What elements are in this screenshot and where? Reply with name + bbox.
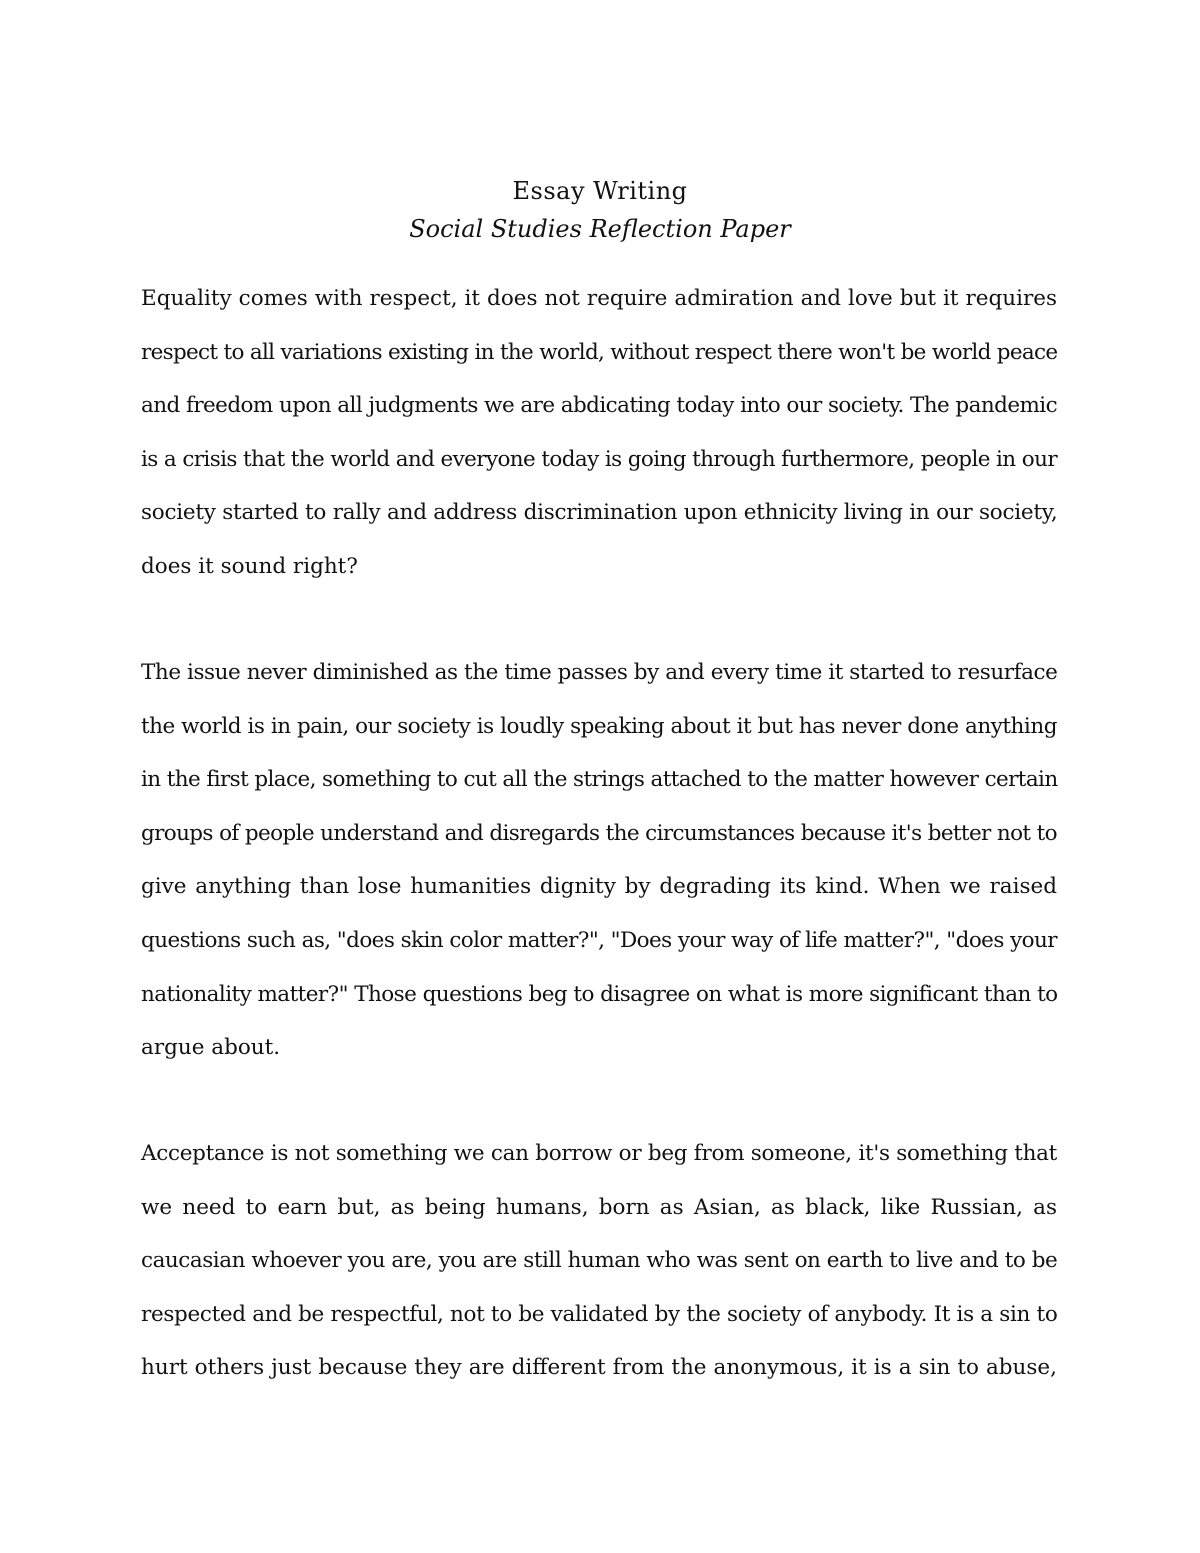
paragraph-1 xyxy=(141,272,1057,594)
paragraph-line: give anything than lose humanities dignity by degrading its kind. When we raised xyxy=(141,874,1057,900)
paragraph-line: is a crisis that the world and everyone today is going through furthermore, people in our xyxy=(141,446,1057,472)
paragraph-line: nationality matter?" Those questions beg to disagree on what is more significant than to xyxy=(141,981,1058,1007)
paragraph-line: groups of people understand and disregards the circumstances because it's better not to xyxy=(141,820,1057,846)
paragraph-line: society started to rally and address discrimination upon ethnicity living in our society, xyxy=(141,500,1058,526)
paragraph-line: the world is in pain, our society is loudly speaking about it but has never done anything xyxy=(141,713,1057,739)
document-subtitle: Social Studies Reflection Paper xyxy=(409,215,791,243)
paragraph-line: does it sound right? xyxy=(141,553,358,579)
paragraph-line: argue about. xyxy=(141,1035,281,1061)
title-block xyxy=(0,172,1200,248)
paragraph-line: and freedom upon all judgments we are abdicating today into our society. The pandemic xyxy=(141,393,1058,419)
paragraph-line: in the first place, something to cut all the strings attached to the matter however certain xyxy=(141,767,1058,793)
paragraph-line: respect to all variations existing in the world, without respect there won't be world peace xyxy=(141,339,1058,365)
paragraph-3 xyxy=(141,1127,1057,1395)
paragraph-2 xyxy=(141,646,1057,1075)
paragraph-line: we need to earn but, as being humans, born as Asian, as black, like Russian, as xyxy=(141,1194,1057,1220)
paragraph-line: questions such as, "does skin color matter?", "Does your way of life matter?", "does your xyxy=(141,927,1057,953)
paragraph-line: The issue never diminished as the time passes by and every time it started to resurface xyxy=(141,660,1058,685)
paragraph-line: respected and be respectful, not to be validated by the society of anybody. It is a sin to xyxy=(141,1301,1058,1327)
paragraph-line: Equality comes with respect, it does not require admiration and love but it requires xyxy=(141,286,1057,311)
document-title: Essay Writing xyxy=(512,177,688,205)
paragraph-line: hurt others just because they are different from the anonymous, it is a sin to abuse, xyxy=(141,1355,1057,1381)
paragraph-line: Acceptance is not something we can borrow or beg from someone, it's something that xyxy=(141,1141,1057,1166)
paragraph-line: caucasian whoever you are, you are still human who was sent on earth to live and to be xyxy=(141,1248,1058,1274)
